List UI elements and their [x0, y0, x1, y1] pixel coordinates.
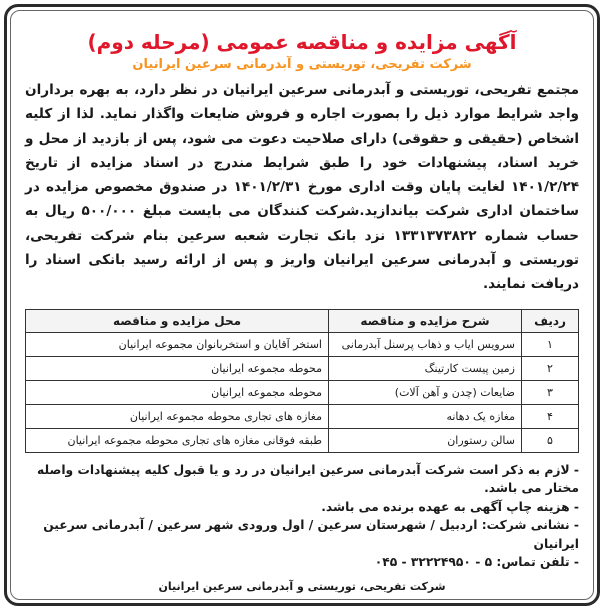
row-num: ۲ — [522, 356, 579, 380]
note-item: - هزینه چاپ آگهی به عهده برنده می باشد. — [321, 499, 579, 514]
row-num: ۴ — [522, 404, 579, 428]
table-header-row — [26, 309, 579, 332]
row-place: محوطه مجموعه ایرانیان — [26, 356, 329, 380]
header-place: محل مزایده و مناقصه — [26, 309, 329, 332]
row-desc: مغازه یک دهانه — [329, 404, 522, 428]
header-desc: شرح مزایده و مناقصه — [329, 309, 522, 332]
row-desc: زمین پیست کارتینگ — [329, 356, 522, 380]
header-num: ردیف — [522, 309, 579, 332]
table-row — [26, 404, 579, 428]
row-num: ۱ — [522, 332, 579, 356]
row-num: ۳ — [522, 380, 579, 404]
row-place: طبقه فوقانی مغازه های تجاری محوطه مجموعه ایرانیان — [26, 428, 329, 452]
items-table — [25, 309, 579, 453]
table-row — [26, 332, 579, 356]
ad-body: مجتمع تفریحی، توریستی و آبدرمانی سرعین ایرانیان در نظر دارد، به بهره برداران واجد شرایط موارد ذیل را بصورت اجاره و فروش ضایعات واگذار نماید. لذا از کلیه اشخاص (حقیقی و حقوقی) دارای صلاحیت دعوت می شود، پس از بازدید از محل و خرید اسناد، پیشنهادات خود را طبق شرایط مندرج در اسناد مزایده از تاریخ ۱۴۰۱/۲/۲۴ لغایت پایان وقت اداری مورخ ۱۴۰۱/۲/۳۱ در صندوق مخصوص مزایده در ساختمان اداری شرکت بیاندازید.شرکت کنندگان می بایست مبلغ ۵۰۰/۰۰۰ ریال به حساب شماره ۱۳۳۱۳۷۳۸۲۲ نزد بانک تجارت شعبه سرعین بنام شرکت تفریحی، توریستی و آبدرمانی سرعین ایرانیان واریز و پس از ارائه رسید بانکی اسناد را دریافت نمایند. — [25, 82, 579, 293]
ad-box — [10, 10, 594, 600]
row-desc: سالن رستوران — [329, 428, 522, 452]
ad-title: آگهی مزایده و مناقصه عمومی (مرحله دوم) — [87, 30, 517, 54]
ad-footer: شرکت تفریحی، توریستی و آبدرمانی سرعین ایرانیان — [158, 580, 446, 593]
note-item: - لازم به ذکر است شرکت آبدرمانی سرعین ایرانیان در رد و یا قبول کلیه پیشنهادات واصله مختار می باشد. — [36, 462, 579, 496]
row-place: محوطه مجموعه ایرانیان — [26, 380, 329, 404]
note-item: - تلفن تماس: ۵ - ۳۲۲۲۴۹۵۰ - ۰۴۵ — [374, 555, 579, 570]
row-desc: ضایعات (چدن و آهن آلات) — [329, 380, 522, 404]
row-place: مغازه های تجاری محوطه مجموعه ایرانیان — [26, 404, 329, 428]
row-desc: سرویس ایاب و ذهاب پرسنل آبدرمانی — [329, 332, 522, 356]
row-num: ۵ — [522, 428, 579, 452]
table-row — [26, 380, 579, 404]
table-row — [26, 428, 579, 452]
note-item: - نشانی شرکت: اردبیل / شهرستان سرعین / اول ورودی شهر سرعین / آبدرمانی سرعین ایرانیان — [43, 518, 579, 551]
ad-subtitle: شرکت تفریحی، توریستی و آبدرمانی سرعین ایرانیان — [132, 57, 472, 72]
notes-list — [25, 461, 579, 572]
table-row — [26, 356, 579, 380]
row-place: استخر آقایان و استخربانوان مجموعه ایرانیان — [26, 332, 329, 356]
